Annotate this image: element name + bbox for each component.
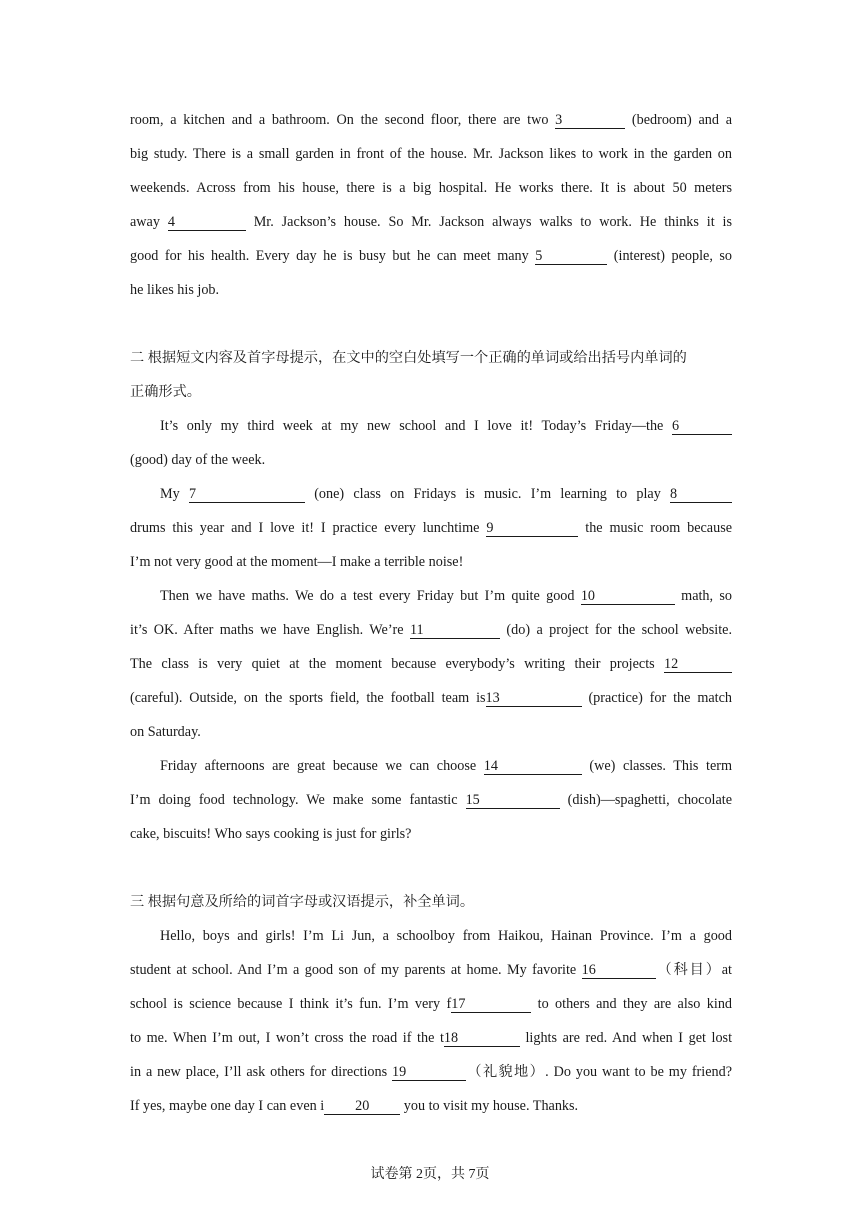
text-line [130, 613, 732, 647]
answer-blank-10[interactable]: 10 [581, 588, 675, 605]
text: in a new place, I’ll ask others for directions [130, 1064, 388, 1080]
text-line [130, 783, 732, 817]
text-line [130, 103, 732, 137]
text-line [130, 443, 732, 477]
text: My [160, 486, 180, 502]
answer-blank-19[interactable]: 19 [392, 1064, 466, 1081]
text: drums this year and I love it! I practice every lunchtime [130, 520, 480, 536]
text-line [130, 749, 732, 783]
text: (bedroom) and a [631, 112, 732, 128]
hint: （礼貌地）. Do you want to be my friend? [466, 1064, 732, 1080]
text: If yes, maybe one day I can even i [130, 1098, 325, 1114]
answer-blank-14[interactable]: 14 [484, 758, 582, 775]
text-line [130, 681, 732, 715]
text: the music room because [585, 520, 733, 536]
text-line [130, 205, 732, 239]
text-line [130, 545, 732, 579]
text-line [130, 477, 732, 511]
text: to others and they are also kind [537, 996, 733, 1012]
text-line [130, 511, 732, 545]
text-line [130, 1021, 732, 1055]
text-line [130, 239, 732, 273]
text-line [130, 1089, 732, 1123]
section-2-title [130, 341, 732, 375]
text: Mr. Jackson’s house. So Mr. Jackson always walks to work. He thinks it is [253, 214, 732, 230]
title-text: 正确形式。 [130, 384, 201, 400]
text: you to visit my house. Thanks. [403, 1098, 579, 1114]
text: (dish)—spaghetti, chocolate [567, 792, 733, 808]
text: I’m not very good at the moment—I make a terrible noise! [130, 554, 464, 570]
answer-blank-18[interactable]: 18 [444, 1030, 520, 1047]
text: Hello, boys and girls! I’m Li Jun, a schoolboy from Haikou, Hainan Province. I’m a good [160, 928, 732, 944]
text: room, a kitchen and a bathroom. On the second floor, there are two [130, 112, 549, 128]
text: math, so [681, 588, 733, 604]
text: lights are red. And when I get lost [525, 1030, 733, 1046]
text-line [130, 579, 732, 613]
text: (we) classes. This term [589, 758, 733, 774]
text: student at school. And I’m a good son of my parents at home. My favorite [130, 962, 577, 978]
text: it’s OK. After maths we have English. We’re [130, 622, 404, 638]
text: It’s only my third week at my new school and I love it! Today’s Friday—the [160, 418, 664, 434]
answer-blank-3[interactable]: 3 [555, 112, 625, 129]
text: (practice) for the match [588, 690, 733, 706]
answer-blank-8[interactable]: 8 [670, 486, 732, 503]
answer-blank-20[interactable]: 20 [324, 1098, 400, 1115]
text-line [130, 987, 732, 1021]
text-line [130, 647, 732, 681]
text-line [130, 715, 732, 749]
text: (good) day of the week. [130, 452, 266, 468]
document-page [130, 103, 732, 1123]
text: he likes his job. [130, 282, 220, 298]
answer-blank-11[interactable]: 11 [410, 622, 500, 639]
text: (do) a project for the school website. [506, 622, 732, 638]
text: away [130, 214, 160, 230]
answer-blank-7[interactable]: 7 [189, 486, 305, 503]
text: big study. There is a small garden in front of the house. Mr. Jackson likes to work in the garden on [130, 146, 732, 162]
answer-blank-6[interactable]: 6 [672, 418, 732, 435]
text: school is science because I think it’s fun. I’m very f [130, 996, 452, 1012]
answer-blank-9[interactable]: 9 [486, 520, 578, 537]
text: cake, biscuits! Who says cooking is just for girls? [130, 826, 412, 842]
answer-blank-16[interactable]: 16 [582, 962, 656, 979]
text: The class is very quiet at the moment because everybody’s writing their projects [130, 656, 655, 672]
text-line [130, 409, 732, 443]
text-line [130, 817, 732, 851]
section-2-title-cont [130, 375, 732, 409]
answer-blank-12[interactable]: 12 [664, 656, 732, 673]
answer-blank-13[interactable]: 13 [486, 690, 582, 707]
text: to me. When I’m out, I won’t cross the road if the t [130, 1030, 444, 1046]
text-line [130, 953, 732, 987]
text: Friday afternoons are great because we can choose [160, 758, 477, 774]
text: good for his health. Every day he is busy but he can meet many [130, 248, 529, 264]
answer-blank-4[interactable]: 4 [168, 214, 246, 231]
text-line [130, 919, 732, 953]
text: (careful). Outside, on the sports field, the football team is [130, 690, 486, 706]
page-footer: 试卷第 2页，共 7页 [370, 1167, 490, 1182]
text: on Saturday. [130, 724, 201, 740]
answer-blank-15[interactable]: 15 [466, 792, 560, 809]
text: weekends. Across from his house, there is a big hospital. He works there. It is about 50 meters [130, 180, 732, 196]
text-line [130, 273, 732, 307]
text-line [130, 171, 732, 205]
text: Then we have maths. We do a test every Friday but I’m quite good [160, 588, 575, 604]
section-3-title [130, 885, 732, 919]
text-line [130, 137, 732, 171]
answer-blank-17[interactable]: 17 [451, 996, 531, 1013]
text: I’m doing food technology. We make some fantastic [130, 792, 458, 808]
text: (one) class on Fridays is music. I’m learning to play [314, 486, 661, 502]
title-text: 三 根据句意及所给的词首字母或汉语提示，补全单词。 [130, 894, 475, 910]
title-text: 二 根据短文内容及首字母提示，在文中的空白处填写一个正确的单词或给出括号内单词的 [130, 350, 687, 366]
text: (interest) people, so [613, 248, 733, 264]
answer-blank-5[interactable]: 5 [535, 248, 607, 265]
text-line [130, 1055, 732, 1089]
hint: （科目）at [655, 962, 733, 978]
